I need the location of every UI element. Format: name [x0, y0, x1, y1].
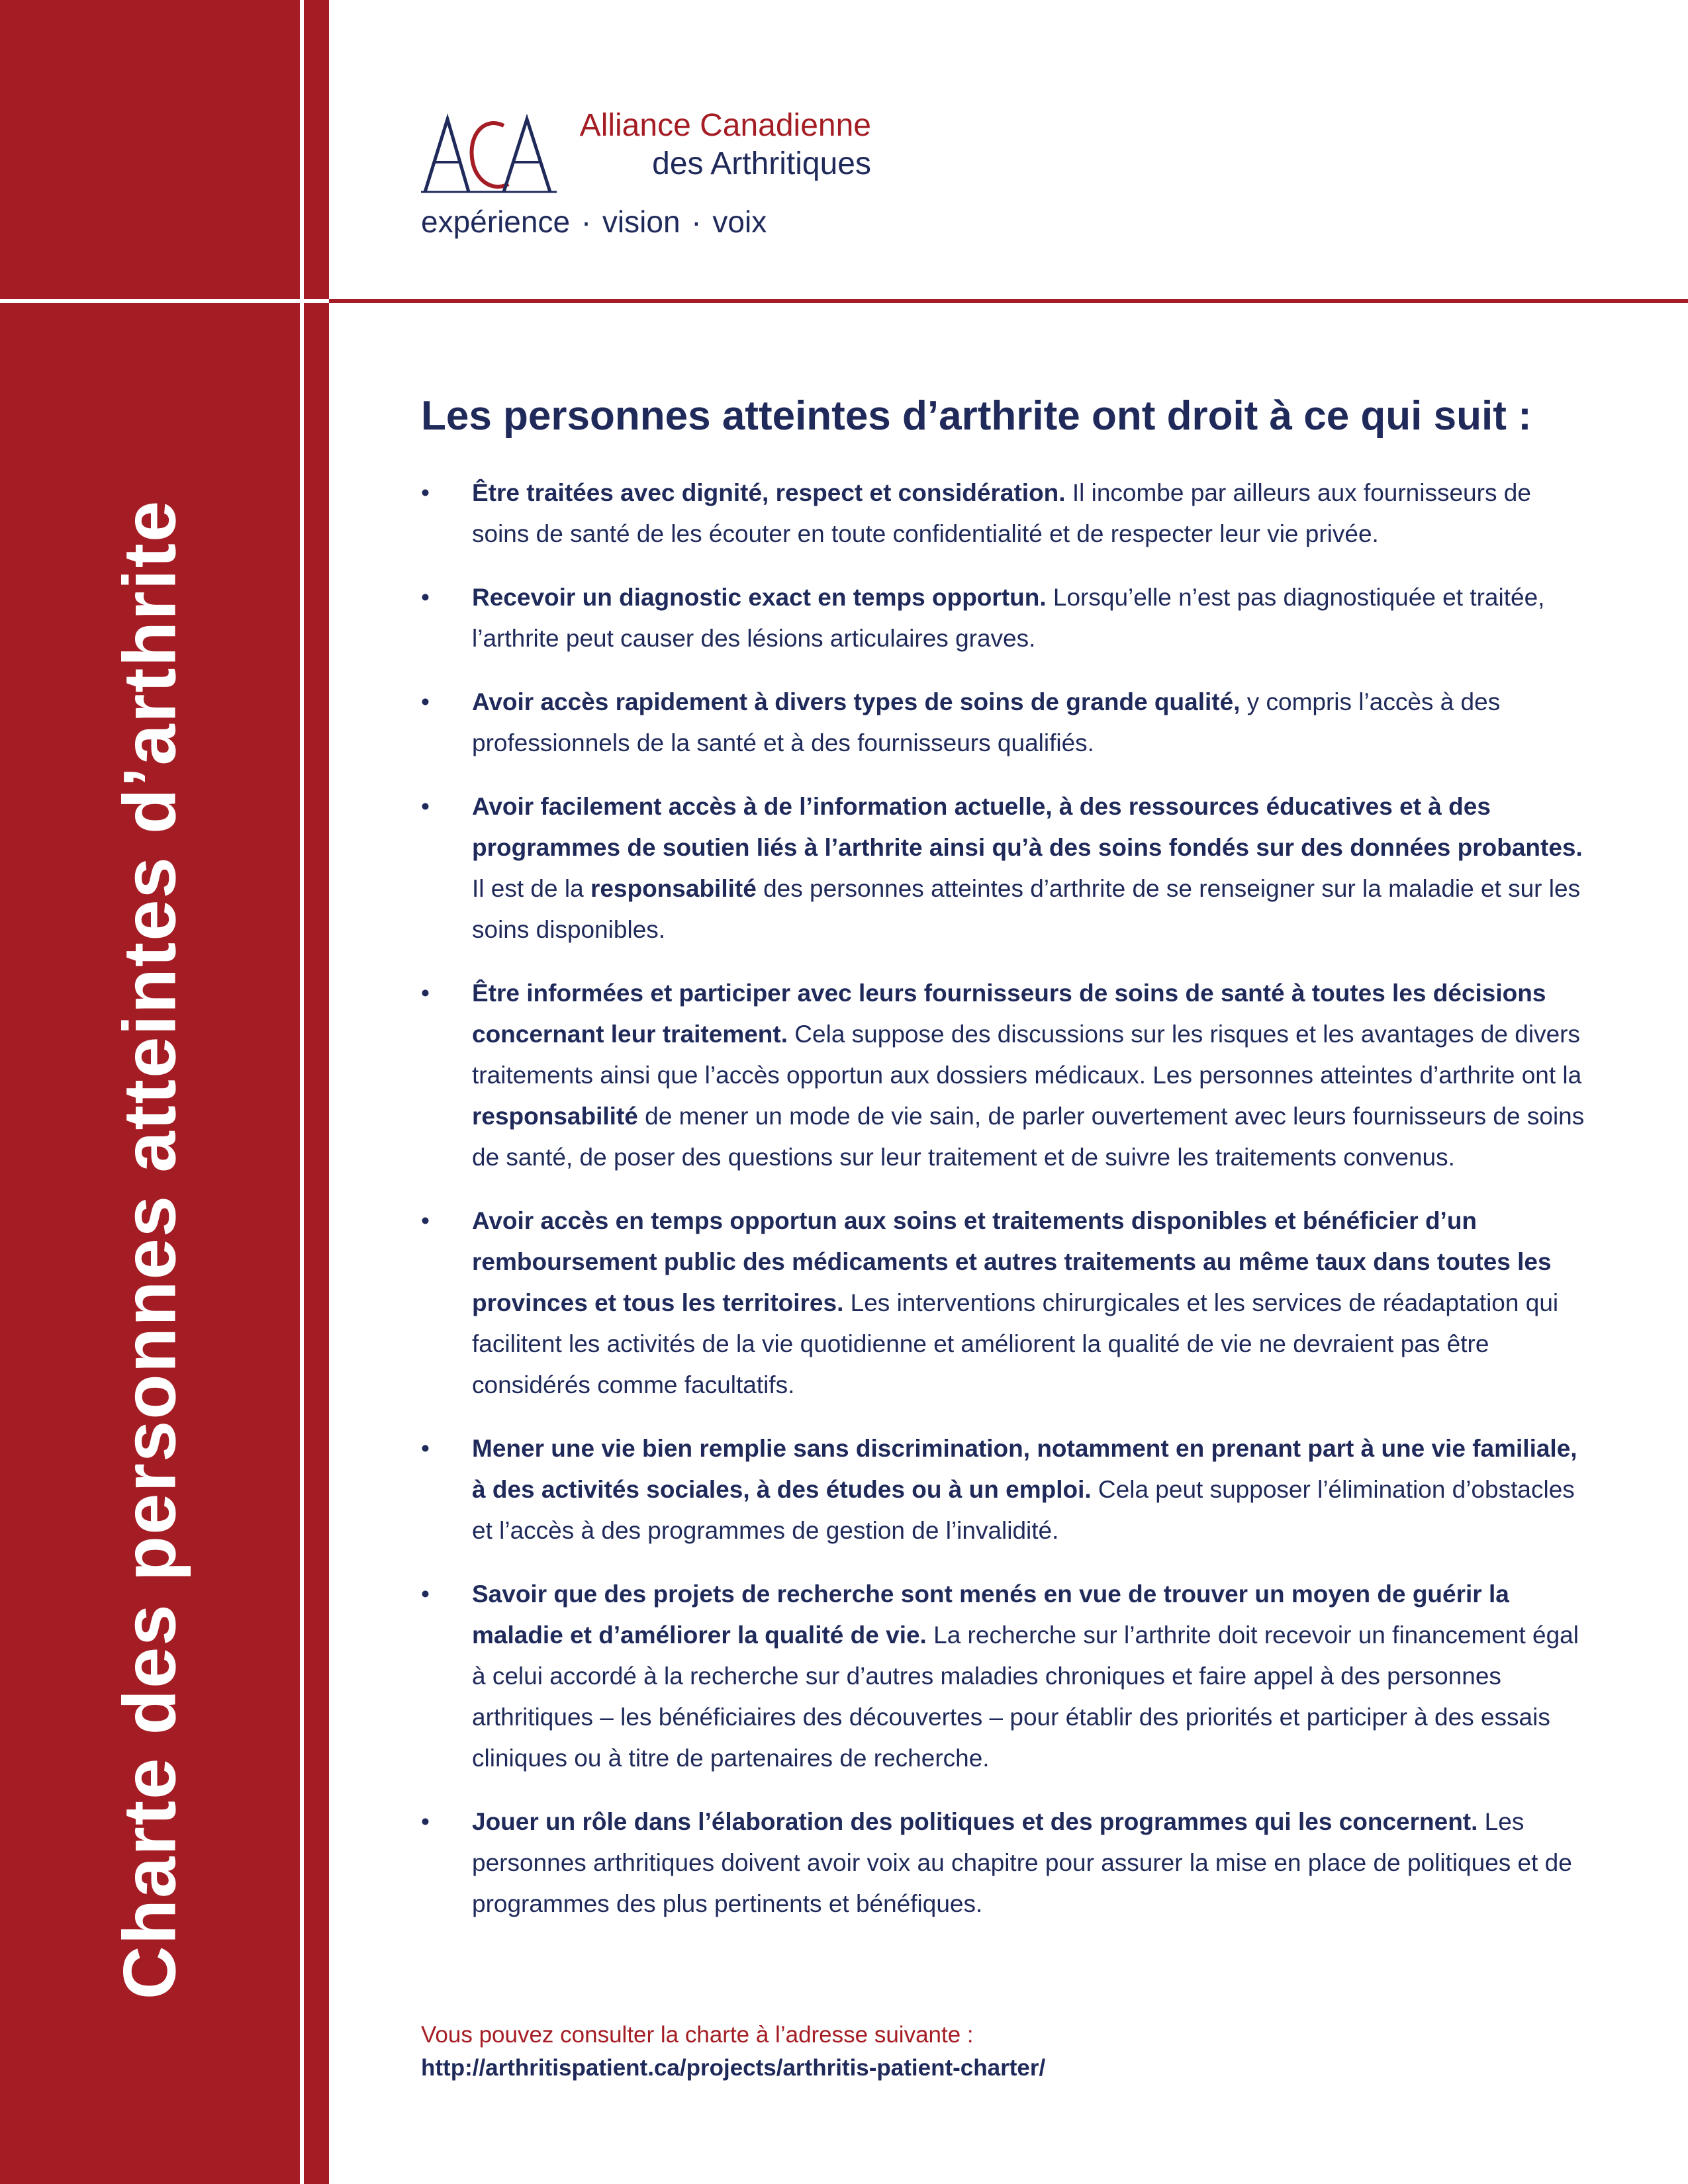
- right-text: La recherche sur l’arthrite doit recevoir un financement égal à celui accordé à la recherche sur d’autres maladies chroniques et faire appel à des personnes arthritiques – les bénéficiaires des découvertes – pour établir des priorités et participer à des essais cliniques ou à titre de partenaires de recherche.: [472, 1621, 1579, 1772]
- bullet-icon: •: [421, 1206, 430, 1234]
- bullet-icon: •: [421, 979, 430, 1007]
- bullet-icon: •: [421, 792, 430, 820]
- right-bold: Avoir facilement accès à de l’information actuelle, à des ressources éducatives et à des programmes de soutien liés à l’arthrite ainsi qu’à des soins fondés sur des données probantes.: [472, 792, 1583, 861]
- footer-lead: Vous pouvez consulter la charte à l’adresse suivante :: [421, 2022, 974, 2048]
- page-heading: Les personnes atteintes d’arthrite ont droit à ce qui suit :: [421, 393, 1532, 439]
- left-sidebar: [0, 0, 329, 2184]
- list-item: [421, 973, 1586, 1178]
- right-text-2: de mener un mode de vie sain, de parler ouvertement avec leurs fournisseurs de soins de santé, de poser des questions sur leur traitement et de suivre les traitements convenus.: [472, 1102, 1585, 1171]
- right-text: Cela suppose des discussions sur les risques et les avantages de divers traitements ainsi que l’accès opportun aux dossiers médicaux. Les personnes atteintes d’arthrite ont la: [472, 1020, 1582, 1089]
- list-item: [421, 786, 1586, 950]
- list-item: [421, 577, 1586, 659]
- right-bold: Être informées et participer avec leurs fournisseurs de soins de santé à toutes les décisions concernant leur traitement.: [472, 979, 1546, 1048]
- logo-tagline: expérience · vision · voix: [421, 205, 767, 239]
- aca-monogram-icon: [421, 99, 560, 199]
- right-bold: Mener une vie bien remplie sans discrimination, notamment en prenant part à une vie familiale, à des activités sociales, à des études ou à un emploi.: [472, 1434, 1577, 1503]
- aca-logo: [421, 99, 871, 245]
- right-text: Les personnes arthritiques doivent avoir voix au chapitre pour assurer la mise en place de politiques et de programmes des plus pertinents et bénéfiques.: [472, 1807, 1572, 1917]
- bullet-icon: •: [421, 1580, 430, 1608]
- sidebar-title-area: [0, 331, 300, 2184]
- right-bold: Savoir que des projets de recherche sont menés en vue de trouver un moyen de guérir la maladie et d’améliorer la qualité de vie.: [472, 1580, 1509, 1649]
- right-bold-2: responsabilité: [472, 1102, 638, 1130]
- bullet-icon: •: [421, 478, 430, 506]
- rights-list: [421, 473, 1586, 1925]
- main-content: [421, 390, 1586, 1947]
- right-bold: Être traitées avec dignité, respect et considération.: [472, 478, 1066, 506]
- right-bold: Avoir accès en temps opportun aux soins et traitements disponibles et bénéficier d’un remboursement public des médicaments et autres traitements au même taux dans toutes les provinces et tous les territoires.: [472, 1206, 1552, 1316]
- list-item: [421, 1801, 1586, 1925]
- list-item: [421, 1574, 1586, 1779]
- right-text: Lorsqu’elle n’est pas diagnostiquée et traitée, l’arthrite peut causer des lésions articulaires graves.: [472, 583, 1545, 652]
- bullet-icon: •: [421, 688, 430, 715]
- right-text: Cela peut supposer l’élimination d’obstacles et l’accès à des programmes de gestion de l’invalidité.: [472, 1475, 1575, 1544]
- sidebar-divider-vertical: [300, 0, 304, 2184]
- right-bold: Recevoir un diagnostic exact en temps opportun.: [472, 583, 1047, 611]
- right-text-2: des personnes atteintes d’arthrite de se renseigner sur la maladie et sur les soins disponibles.: [472, 874, 1581, 943]
- header-rule: [329, 299, 1688, 303]
- right-bold: Jouer un rôle dans l’élaboration des politiques et des programmes qui les concernent.: [472, 1807, 1478, 1835]
- sidebar-divider-horizontal: [0, 299, 329, 303]
- logo-name-line2: des Arthritiques: [652, 146, 871, 181]
- sidebar-title: Charte des personnes atteintes d’arthrite: [108, 499, 191, 2000]
- logo-name-line1: Alliance Canadienne: [579, 108, 871, 143]
- right-bold: Avoir accès rapidement à divers types de soins de grande qualité,: [472, 688, 1241, 715]
- list-item: [421, 1428, 1586, 1551]
- right-text: y compris l’accès à des professionnels de la santé et à des fournisseurs qualifiés.: [472, 688, 1501, 756]
- right-text: Les interventions chirurgicales et les services de réadaptation qui facilitent les activités de la vie quotidienne et améliorent la qualité de vie ne devraient pas être considérés comme facultatifs.: [472, 1289, 1559, 1398]
- right-bold-2: responsabilité: [590, 874, 757, 902]
- bullet-icon: •: [421, 583, 430, 611]
- bullet-icon: •: [421, 1434, 430, 1462]
- list-item: [421, 1201, 1586, 1406]
- list-item: [421, 473, 1586, 555]
- list-item: [421, 682, 1586, 764]
- right-text: Il est de la: [472, 874, 590, 902]
- footer-note: [421, 2019, 1045, 2085]
- bullet-icon: •: [421, 1807, 430, 1835]
- charter-link[interactable]: http://arthritispatient.ca/projects/arthritis-patient-charter/: [421, 2055, 1046, 2081]
- right-text: Il incombe par ailleurs aux fournisseurs de soins de santé de les écouter en toute confidentialité et de respecter leur vie privée.: [472, 478, 1531, 547]
